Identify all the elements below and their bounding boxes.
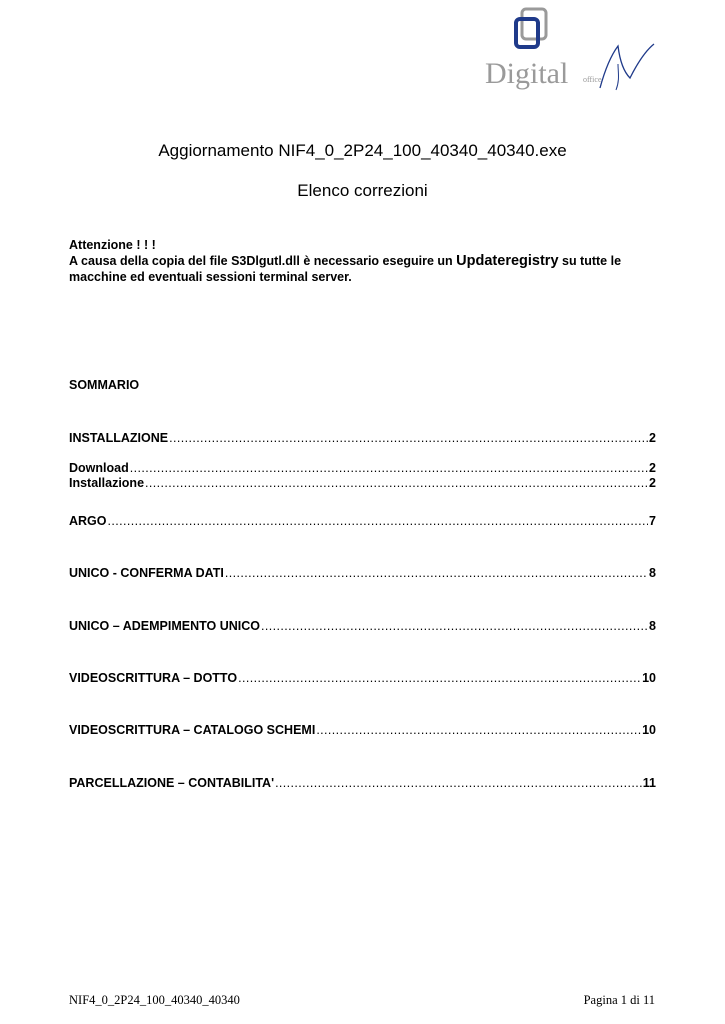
toc-entry-page: 8 xyxy=(649,619,656,633)
toc-leader-dots xyxy=(316,723,641,738)
digital-office-logo xyxy=(478,6,668,102)
toc-entry[interactable] xyxy=(69,619,656,634)
logo-small-text: office xyxy=(583,75,602,84)
warning-text-after: su tutte le macchine ed eventuali sessioni terminal server. xyxy=(69,254,622,284)
logo-graphic xyxy=(478,6,668,102)
warning-text xyxy=(69,253,659,285)
logo-blue-frame xyxy=(516,19,538,47)
toc-leader-dots xyxy=(145,476,648,491)
logo-script-n xyxy=(600,44,654,88)
toc-entry-page: 11 xyxy=(642,776,656,790)
toc-entry[interactable] xyxy=(69,776,656,791)
toc-entry[interactable] xyxy=(69,723,656,738)
toc-leader-dots xyxy=(108,514,649,529)
toc-entry[interactable] xyxy=(69,671,656,686)
sommario-heading: SOMMARIO xyxy=(69,378,140,392)
warning-text-before: A causa della copia del file S3Dlgutl.dll è necessario eseguire un xyxy=(69,254,457,268)
toc-leader-dots xyxy=(169,431,648,446)
document-title: Aggiornamento NIF4_0_2P24_100_40340_40340.exe xyxy=(158,141,567,160)
toc-entry[interactable] xyxy=(69,514,656,529)
toc-entry-label: VIDEOSCRITTURA – CATALOGO SCHEMI xyxy=(69,723,316,737)
toc-entry-label: VIDEOSCRITTURA – DOTTO xyxy=(69,671,238,685)
toc-leader-dots xyxy=(261,619,648,634)
toc-entry-page: 2 xyxy=(649,431,656,445)
toc-entry-page: 7 xyxy=(649,514,656,528)
toc-entry-page: 8 xyxy=(649,566,656,580)
warning-block xyxy=(69,237,659,285)
toc-entry-label: UNICO – ADEMPIMENTO UNICO xyxy=(69,619,260,633)
warning-highlight: Updateregistry xyxy=(456,253,559,269)
logo-gray-frame xyxy=(522,9,546,39)
toc-entry-page: 10 xyxy=(642,723,656,737)
toc-entry-label: Installazione xyxy=(69,476,145,490)
logo-text: Digital xyxy=(485,57,569,90)
footer-filename: NIF4_0_2P24_100_40340_40340 xyxy=(69,993,240,1007)
toc-entry-label: PARCELLAZIONE – CONTABILITA' xyxy=(69,776,275,790)
toc-entry[interactable] xyxy=(69,566,656,581)
toc-entry-label: INSTALLAZIONE xyxy=(69,431,169,445)
document-subtitle: Elenco correzioni xyxy=(297,181,428,200)
toc-entry[interactable] xyxy=(69,461,656,476)
toc-entry-page: 2 xyxy=(649,476,656,490)
logo-script-n-tail xyxy=(616,64,619,90)
toc-leader-dots xyxy=(238,671,641,686)
toc-entry[interactable] xyxy=(69,476,656,491)
toc-entry-label: UNICO - CONFERMA DATI xyxy=(69,566,224,580)
toc-entry-page: 2 xyxy=(649,461,656,475)
toc-entry-label: ARGO xyxy=(69,514,107,528)
toc-leader-dots xyxy=(275,776,642,791)
toc-leader-dots xyxy=(130,461,648,476)
warning-heading: Attenzione ! ! ! xyxy=(69,238,156,252)
toc-entry-label: Download xyxy=(69,461,129,475)
toc-entry-page: 10 xyxy=(642,671,656,685)
toc-entry[interactable] xyxy=(69,431,656,446)
toc-leader-dots xyxy=(225,566,648,581)
footer-page-number: Pagina 1 di 11 xyxy=(583,993,655,1007)
